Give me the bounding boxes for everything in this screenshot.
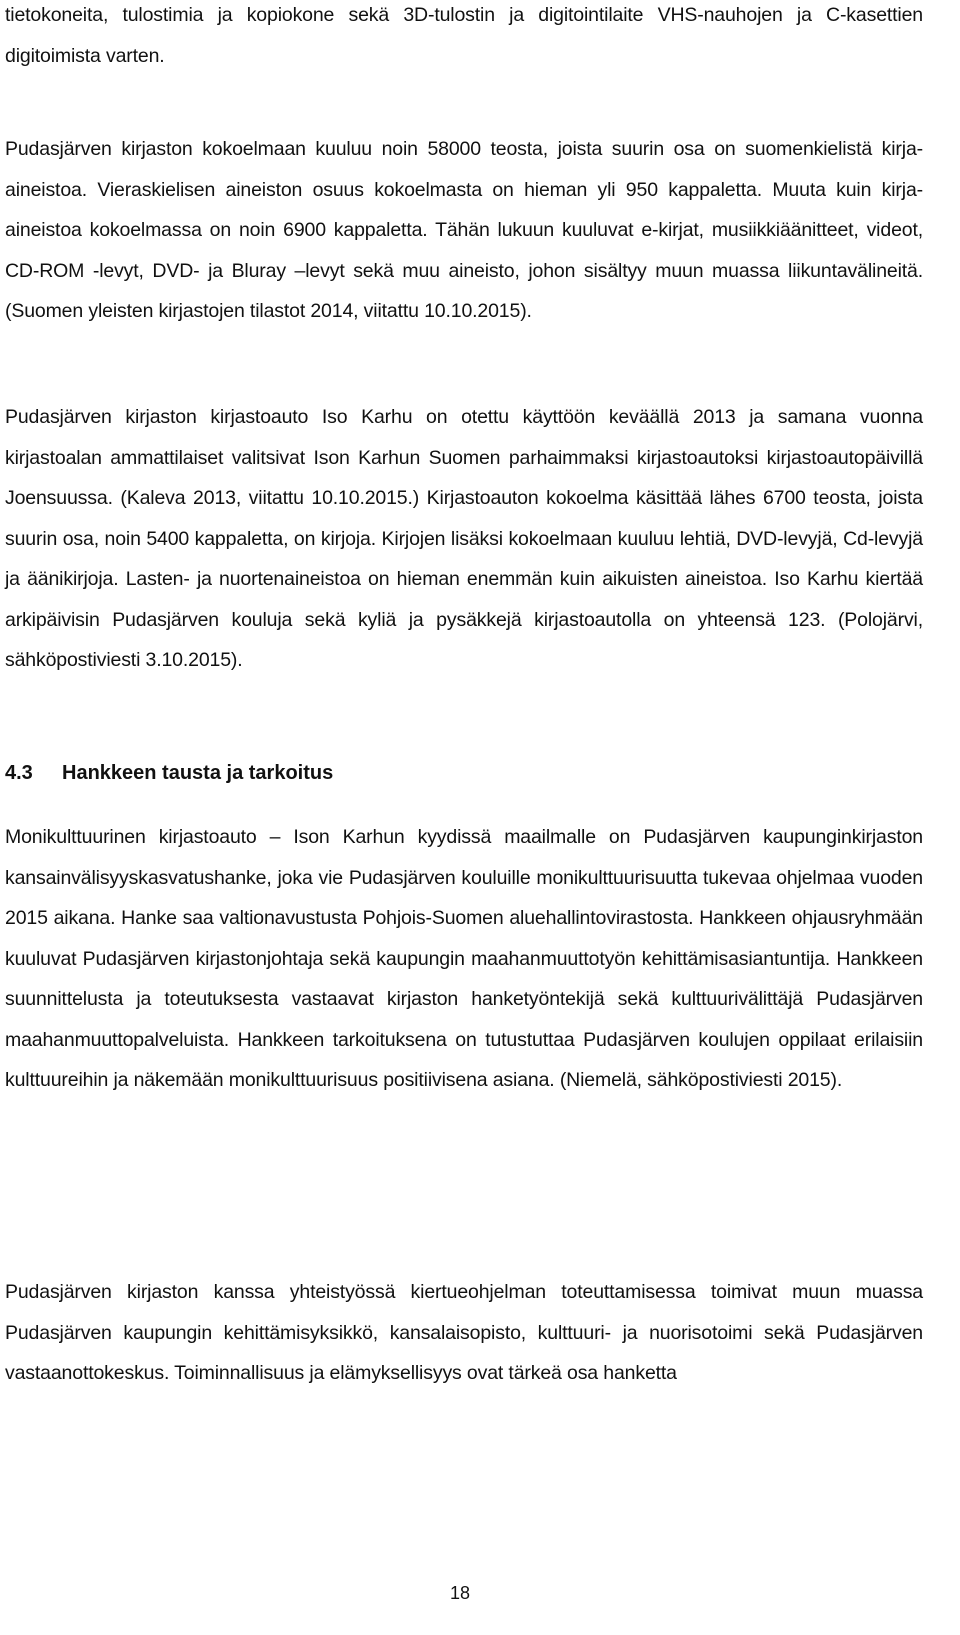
section-title: Hankkeen tausta ja tarkoitus xyxy=(62,762,334,784)
paragraph-project-description: Monikulttuurinen kirjastoauto – Ison Karhun kyydissä maailmalle on Pudasjärven kaupunginkirjaston kansainvälisyyskasvatushanke, joka vie Pudasjärven kouluille monikulttuurisuutta tukevaa ohjelmaa vuoden 2015 aikana. Hanke saa valtionavustusta Pohjois-Suomen aluehallintovirastosta. Hankkeen ohjausryhmään kuuluvat Pudasjärven kirjastonjohtaja sekä kaupungin maahanmuuttotyön kehittämisasiantuntija. Hankkeen suunnittelusta ja toteutuksesta vastaavat kirjaston hanketyöntekijä sekä kulttuurivälittäjä Pudasjärven maahanmuuttopalveluista. Hankkeen tarkoituksena on tutustuttaa Pudasjärven koulujen oppilaat erilaisiin kulttuureihin ja näkemään monikulttuurisuus positiivisena asiana. (Niemelä, sähköpostiviesti 2015). xyxy=(5,826,923,1091)
paragraph-cooperation: Pudasjärven kirjaston kanssa yhteistyössä kiertueohjelman toteuttamisessa toimivat muun muassa Pudasjärven kaupungin kehittämisyksikkö, kansalaisopisto, kulttuuri- ja nuorisotoimi sekä Pudasjärven vastaanottokeskus. Toiminnallisuus ja elämyksellisyys ovat tärkeä osa hanketta xyxy=(5,1281,923,1384)
paragraph-digitization-equipment: tietokoneita, tulostimia ja kopiokone sekä 3D-tulostin ja digitointilaite VHS-nauhojen ja C-kasettien digitoimista varten. xyxy=(5,4,923,67)
paragraph-collection-size: Pudasjärven kirjaston kokoelmaan kuuluu noin 58000 teosta, joista suurin osa on suomenkielistä kirja-aineistoa. Vieraskielisen aineiston osuus kokoelmasta on hieman yli 950 kappaletta. Muuta kuin kirja-aineistoa kokoelmassa on noin 6900 kappaletta. Tähän lukuun kuuluvat e-kirjat, musiikkiäänitteet, videot, CD-ROM -levyt, DVD- ja Bluray –levyt sekä muu aineisto, johon sisältyy muun muassa liikuntavälineitä. (Suomen yleisten kirjastojen tilastot 2014, viitattu 10.10.2015). xyxy=(5,138,923,322)
paragraph-library-bus: Pudasjärven kirjaston kirjastoauto Iso Karhu on otettu käyttöön keväällä 2013 ja samana vuonna kirjastoalan ammattilaiset valitsivat Ison Karhun Suomen parhaimmaksi kirjastoautoksi kirjastoautopäivillä Joensuussa. (Kaleva 2013, viitattu 10.10.2015.) Kirjastoauton kokoelma käsittää lähes 6700 teosta, joista suurin osa, noin 5400 kappaletta, on kirjoja. Kirjojen lisäksi kokoelmaan kuuluu lehtiä, DVD-levyjä, Cd-levyjä ja äänikirjoja. Lasten- ja nuortenaineistoa on hieman enemmän kuin aikuisten aineistoa. Iso Karhu kiertää arkipäivisin Pudasjärven kouluja sekä kyliä ja pysäkkejä kirjastoautolla on yhteensä 123. (Polojärvi, sähköpostiviesti 3.10.2015). xyxy=(5,406,923,671)
page-number: 18 xyxy=(449,1583,471,1603)
section-heading xyxy=(5,753,333,793)
section-number: 4.3 xyxy=(5,762,33,784)
